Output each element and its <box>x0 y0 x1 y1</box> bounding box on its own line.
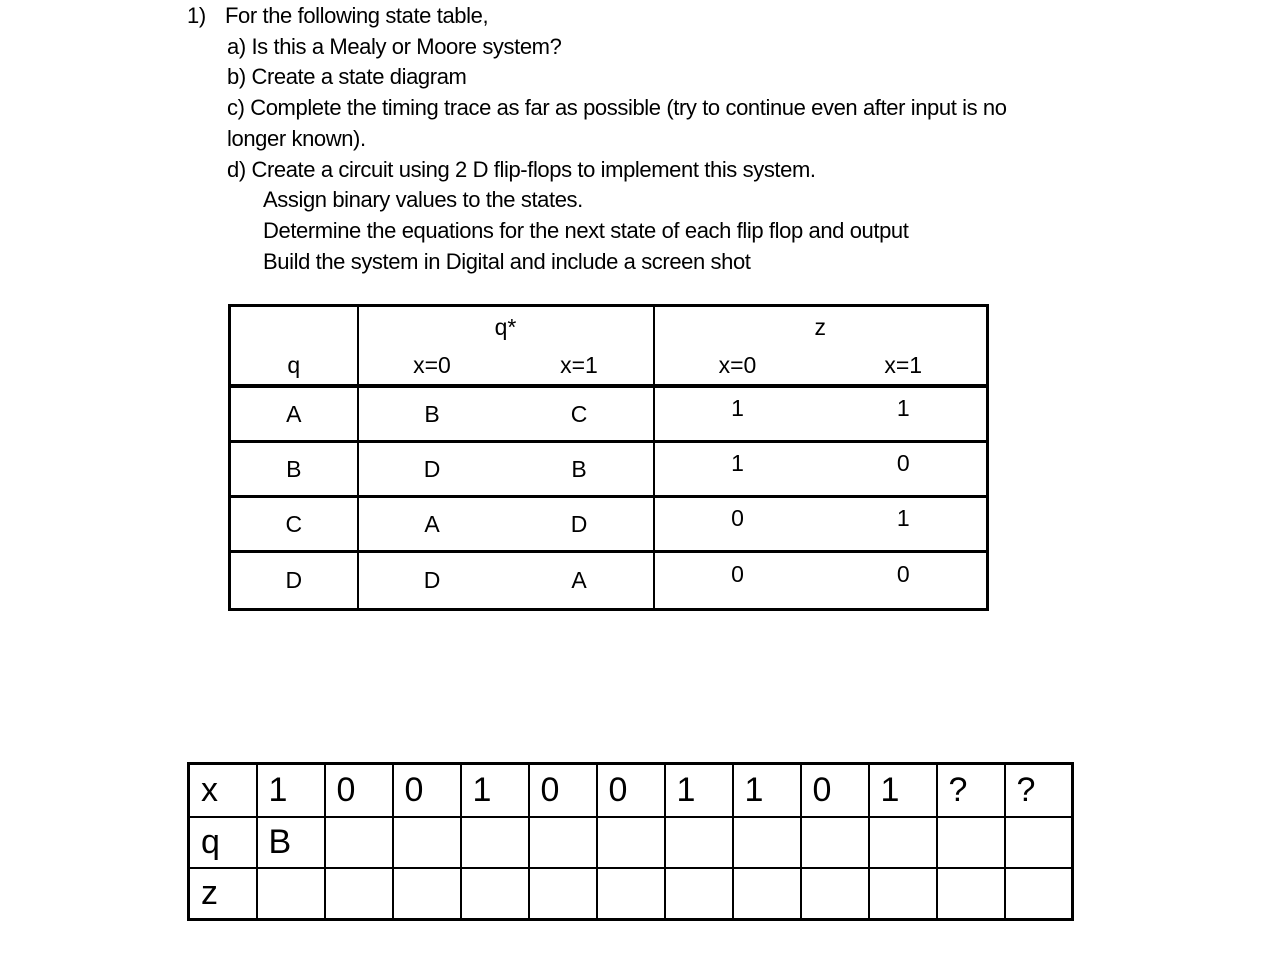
problem-line: c) Complete the timing trace as far as possible (try to continue even after input is no <box>227 95 1007 121</box>
state-cell-next-x1: C <box>506 386 654 442</box>
state-cell-z-x1-value: 0 <box>896 561 910 587</box>
problem-intro-text: For the following state table, <box>225 3 489 28</box>
timing-cell-z <box>257 868 325 920</box>
state-table-subheader-next-x1: x=1 <box>560 352 598 378</box>
timing-cell-q <box>393 817 461 868</box>
state-table-header-q: q <box>287 352 301 378</box>
state-row-label: C <box>230 497 358 552</box>
state-row-label: D <box>230 552 358 610</box>
timing-cell-z <box>597 868 665 920</box>
state-table-corner <box>230 306 358 348</box>
state-cell-z-x1 <box>821 497 988 552</box>
state-cell-z-x1 <box>821 552 988 610</box>
state-cell-next-x0: B <box>358 386 506 442</box>
timing-cell-x: 0 <box>529 764 597 818</box>
timing-cell-q <box>529 817 597 868</box>
state-table-group-next-state: q* <box>358 306 654 348</box>
problem-line: b) Create a state diagram <box>227 64 467 90</box>
timing-cell-x: 1 <box>257 764 325 818</box>
timing-cell-q: B <box>257 817 325 868</box>
timing-cell-q <box>665 817 733 868</box>
timing-cell-x: 1 <box>461 764 529 818</box>
problem-line <box>187 1 1007 32</box>
state-table-row <box>230 386 988 442</box>
state-row-label: B <box>230 442 358 497</box>
timing-cell-x: 0 <box>801 764 869 818</box>
timing-cell-z <box>1005 868 1073 920</box>
timing-cell-q <box>937 817 1005 868</box>
state-table-subheader-z-x0: x=0 <box>654 347 821 386</box>
timing-cell-z <box>393 868 461 920</box>
state-cell-z-x1 <box>821 442 988 497</box>
timing-cell-q <box>733 817 801 868</box>
state-cell-next-x0: D <box>358 552 506 610</box>
state-cell-z-x1-value: 0 <box>896 449 910 476</box>
timing-cell-z <box>325 868 393 920</box>
state-table-subheader-z-x1: x=1 <box>884 352 923 378</box>
problem-statement <box>187 1 1007 277</box>
timing-row-q <box>189 817 1073 868</box>
problem-line: d) Create a circuit using 2 D flip-flops to implement this system. <box>227 156 816 182</box>
state-cell-next-x1: B <box>506 442 654 497</box>
state-cell-next-x0: A <box>358 497 506 552</box>
state-table <box>228 304 989 611</box>
timing-cell-z <box>733 868 801 920</box>
timing-cell-q <box>597 817 665 868</box>
timing-cell-x: 0 <box>393 764 461 818</box>
timing-cell-z <box>529 868 597 920</box>
timing-cell-q <box>869 817 937 868</box>
timing-cell-x: 0 <box>597 764 665 818</box>
state-table-group-output: z <box>654 306 988 348</box>
state-cell-z-x0-value: 1 <box>731 449 744 476</box>
problem-line: longer known). <box>227 125 366 151</box>
state-cell-z-x1 <box>821 386 988 442</box>
timing-cell-z <box>801 868 869 920</box>
state-table-row <box>230 497 988 552</box>
state-cell-z-x1-value: 1 <box>896 504 910 531</box>
timing-row-z <box>189 868 1073 920</box>
state-row-label: A <box>230 386 358 442</box>
state-cell-next-x1: A <box>506 552 654 610</box>
timing-cell-x: 1 <box>733 764 801 818</box>
timing-cell-z <box>461 868 529 920</box>
state-cell-z-x0 <box>654 552 821 610</box>
problem-line: Determine the equations for the next state of each flip flop and output <box>263 217 909 243</box>
timing-cell-x: 0 <box>325 764 393 818</box>
timing-cell-x: 1 <box>665 764 733 818</box>
state-table-group-header-row <box>230 306 988 348</box>
timing-row-label: z <box>189 868 257 920</box>
timing-cell-x: ? <box>937 764 1005 818</box>
state-cell-z-x0-value: 1 <box>731 394 744 421</box>
timing-row-label: x <box>189 764 257 818</box>
timing-cell-x: ? <box>1005 764 1073 818</box>
timing-cell-z <box>869 868 937 920</box>
state-table-row <box>230 442 988 497</box>
timing-cell-z <box>665 868 733 920</box>
timing-cell-q <box>1005 817 1073 868</box>
state-cell-z-x0 <box>654 497 821 552</box>
timing-trace-table <box>187 762 1074 921</box>
state-cell-z-x0-value: 0 <box>731 504 744 531</box>
state-cell-z-x0 <box>654 386 821 442</box>
state-cell-z-x0 <box>654 442 821 497</box>
state-table-subheader-row <box>230 347 988 386</box>
problem-line: a) Is this a Mealy or Moore system? <box>227 33 562 59</box>
timing-cell-x: 1 <box>869 764 937 818</box>
state-cell-z-x1-value: 1 <box>896 394 910 421</box>
timing-row-x <box>189 764 1073 818</box>
timing-cell-q <box>461 817 529 868</box>
problem-line: Assign binary values to the states. <box>263 187 583 213</box>
state-table-subheader-next-x0: x=0 <box>358 347 506 386</box>
state-cell-next-x1: D <box>506 497 654 552</box>
state-cell-z-x0-value: 0 <box>731 561 744 587</box>
timing-cell-q <box>801 817 869 868</box>
timing-row-label: q <box>189 817 257 868</box>
problem-number: 1) <box>187 3 206 28</box>
state-cell-next-x0: D <box>358 442 506 497</box>
problem-line: Build the system in Digital and include a screen shot <box>263 248 751 274</box>
timing-cell-q <box>325 817 393 868</box>
timing-cell-z <box>937 868 1005 920</box>
state-table-row <box>230 552 988 610</box>
